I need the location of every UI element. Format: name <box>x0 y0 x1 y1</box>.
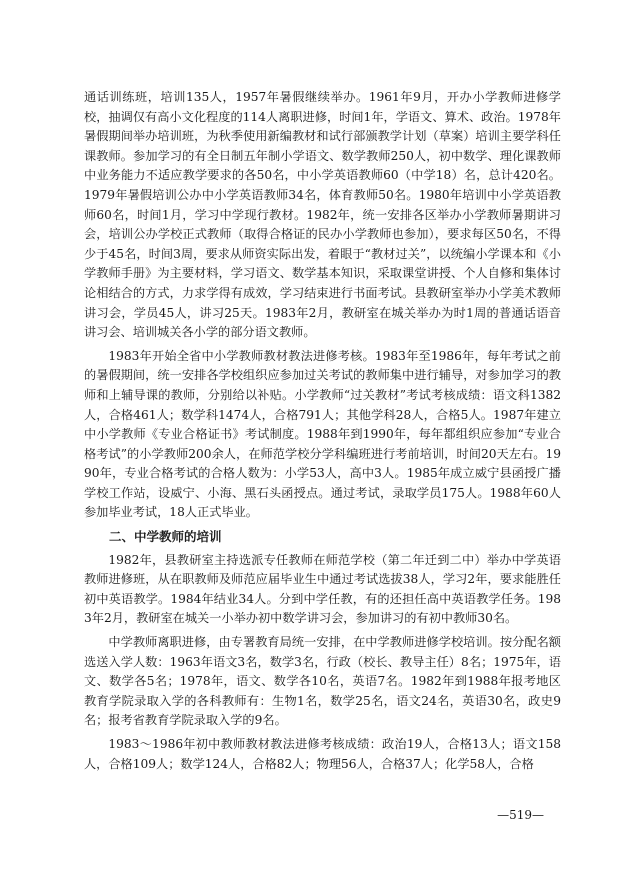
paragraph-2: 1983年开始全省中小学教师教材教法进修考核。1983年至1986年，每年考试之前的暑假期间，统一安排各学校组织应参加过关考试的教师集中进行辅导，对参加学习的教师和上辅导课的教师，分别给以补贴。小学教师“过关教材”考试考核成绩：语文科1382人，合格461人；数学科1474人，合格791人；其他学科28人，合格5人。1987年建立中小学教师《专业合格证书》考试制度。1988年到1990年，每年都组织应参加“专业合格考试”的小学教师200余人，在师范学校分学科编班进行考前培训，时间20天左右。1990年，专业合格考试的合格人数为：小学53人，高中3人。1985年成立威宁县函授广播学校工作站，设威宁、小海、黑石头函授点。通过考试，录取学员175人。1988年60人参加毕业考试，18人正式毕业。 <box>84 348 561 520</box>
paragraph-4: 中学教师离职进修，由专署教育局统一安排，在中学教师进修学校培训。按分配名额选送入学人数：1963年语文3名，数学3名，行政（校长、教导主任）8名；1975年，语文、数学各5名；1978年，语文、数学各10名，英语7名。1982年到1988年报考地区教育学院录取入学的各科教师有：生物1名，数学25名，语文24名，英语30名，政史9名；报考省教育学院录取入学的9名。 <box>84 635 561 728</box>
paragraph-3: 1982年，县教研室主持选派专任教师在师范学校（第二年迁到二中）举办中学英语教师进修班，从在职教师及师范应届毕业生中通过考试选拔38人，学习2年，要求能胜任初中英语教学。1984年结业34人。分到中学任教，有的还担任高中英语教学任务。1983年2月，教研室在城关一小举办初中数学讲习会，参加讲习的有初中教师30名。 <box>84 552 561 626</box>
document-page <box>84 88 561 778</box>
section-heading: 二、中学教师的培训 <box>109 529 222 545</box>
page-number: —519— <box>497 808 544 822</box>
paragraph-5: 1983～1986年初中教师教材教法进修考核成绩：政治19人，合格13人；语文158人，合格109人；数学124人，合格82人；物理56人，合格37人；化学58人，合格 <box>84 737 561 771</box>
paragraph-1: 通话训练班，培训135人，1957年暑假继续举办。1961年9月，开办小学教师进修学校，抽调仅有高小文化程度的114人离职进修，时间1年，学语文、算术、政治。1978年暑假期间举办培训班，为秋季使用新编教材和试行部颁教学计划（草案）培训主要学科任课教师。参加学习的有全日制五年制小学语文、数学教师250人，初中数学、理化课教师中业务能力不适应教学要求的各50名，中小学英语教师60（中学18）名，总计420名。1979年暑假培训公办中小学英语教师34名，体育教师50名。1980年培训中小学英语教师60名，时间1月，学习中学现行教材。1982年，统一安排各区举办小学教师暑期讲习会，培训公办学校正式教师（取得合格证的民办小学教师也参加），要求每区50名，不得少于45名，时间3周，要求从师资实际出发，着眼于“教材过关”，以统编小学课本和《小学教师手册》为主要材料，学习语文、数学基本知识，采取课堂讲授、个人自修和集体讨论相结合的方式，力求学得有成效，学习结束进行书面考试。县教研室举办小学美术教师讲习会，学员45人，讲习25天。1983年2月，教研室在城关举办为时1周的普通话语音讲习会、培训城关各小学的部分语文教师。 <box>84 90 561 340</box>
